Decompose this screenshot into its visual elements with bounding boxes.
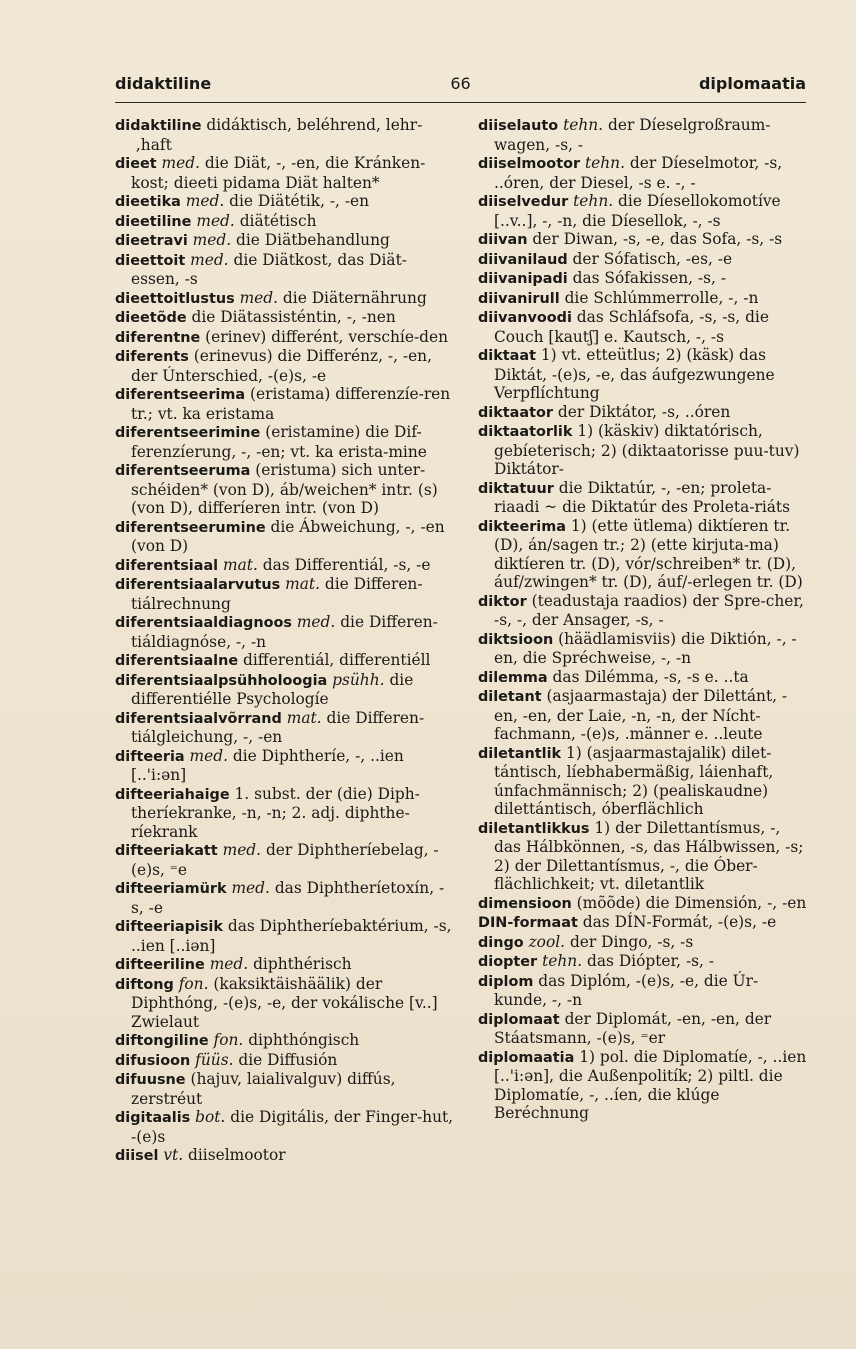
- headword: dieetika: [115, 194, 181, 210]
- dictionary-entry: [115, 651, 455, 671]
- headword: dilemma: [478, 669, 548, 686]
- dictionary-entry: [115, 116, 455, 154]
- definition-text: 1) pol. die Diplomatíe, -, ..ien [..'i:ən], die Außenpolitík; 2) piltl. die Diplomatíe, -, ..íen, die klúge Beréchnung: [494, 1047, 807, 1122]
- headword: diktaatorlik: [478, 424, 573, 440]
- usage-label: med.: [185, 192, 225, 210]
- definition-text: die Differen-tiáldiagnóse, -, -n: [131, 613, 438, 651]
- headword: diferentsiaalne: [115, 653, 239, 669]
- headword: diferentsiaalarvutus: [115, 577, 281, 593]
- headword: diferentseerima: [115, 387, 246, 403]
- definition-text: 1) der Dilettantísmus, -, das Hálbkönnen, -s, das Hálbwissen, -s; 2) der Dilettantísmus, -, die Óber-flächlichkeit; vt. diletantlik: [494, 818, 804, 893]
- headword: difteeriline: [115, 957, 205, 973]
- definition-text: 1) (ette ütlema) diktíeren tr. (D), án/sagen tr.; 2) (ette kirjuta-ma) diktíeren tr. (D), vór/schreiben* tr. (D), áuf/zwingen* tr. (D), áuf/-erlegen tr. (D): [494, 516, 803, 591]
- dictionary-entry: [115, 231, 455, 251]
- usage-label: fon.: [213, 1031, 244, 1049]
- definition-text: das Sófakissen, -s, -: [572, 269, 727, 287]
- definition-text: die Diätbehandlung: [236, 231, 390, 249]
- dictionary-entry: [115, 671, 455, 709]
- headword: diferentseerimine: [115, 425, 261, 441]
- page-number: 66: [450, 74, 471, 93]
- definition-text: der Díeselgroßraum-wagen, -s, -: [494, 116, 771, 154]
- definition-text: das Differentiál, -s, -e: [262, 555, 431, 574]
- headword: diktsioon: [478, 631, 554, 648]
- dictionary-entry: [115, 308, 455, 328]
- definition-text: (eristuma) sich unter-schéiden* (von D), áb/weichen* intr. (s) (von D), differíeren intr. (von D): [131, 461, 438, 517]
- dictionary-entry: [115, 347, 455, 385]
- definition-text: das Diphtheríebaktérium, -s, ..ien [..iən]: [131, 917, 452, 955]
- dictionary-entry: [115, 385, 455, 423]
- paper-stain: [626, 1230, 786, 1260]
- definition-text: das Diópter, -s, -: [587, 952, 715, 970]
- headword: dieet: [115, 156, 157, 172]
- headword: dingo: [478, 934, 524, 951]
- definition-text: (mõõde) die Dimensión, -, -en: [576, 893, 807, 912]
- headword: diivanvoodi: [478, 310, 572, 326]
- usage-label: tehn.: [542, 952, 583, 970]
- headword: diftongiline: [115, 1033, 209, 1049]
- definition-text: (häädlamisviis) die Diktión, -, -en, die Spréchweise, -, -n: [494, 629, 797, 667]
- dictionary-entry: [478, 422, 808, 479]
- definition-text: das Dilémma, -s, -s e. ..ta: [552, 667, 749, 686]
- headword: dieettoitlustus: [115, 290, 235, 307]
- definition-text: die Diätkost, das Diät-essen, -s: [131, 250, 407, 288]
- header-first-word: didaktiline: [115, 74, 212, 93]
- definition-text: (asjaarmastaja) der Dilettánt, -en, -en, der Laie, -n, -n, der Nícht-fachmann, -(e)s, .männer e. ..leute: [494, 687, 788, 743]
- definition-text: (kaksiktäishäälik) der Diphthóng, -(e)s, -e, der vokálische [v..] Zwielaut: [131, 974, 438, 1031]
- dictionary-entry: [478, 192, 808, 230]
- dictionary-entry: [115, 785, 455, 842]
- dictionary-entry: [478, 668, 808, 688]
- dictionary-entry: [478, 1048, 808, 1123]
- dictionary-entry: [478, 972, 808, 1010]
- usage-label: med.: [296, 613, 336, 631]
- usage-label: füüs.: [195, 1050, 234, 1069]
- headword: diiselauto: [478, 118, 559, 134]
- headword: diletantlikkus: [478, 820, 590, 837]
- usage-label: vt.: [163, 1146, 184, 1164]
- usage-label: med.: [192, 231, 232, 249]
- definition-text: diiselmootor: [188, 1146, 286, 1164]
- definition-text: die Ábweichung, -, -en (von D): [131, 517, 445, 555]
- usage-label: fon.: [178, 974, 209, 993]
- usage-label: tehn.: [563, 116, 604, 134]
- headword: diiselmootor: [478, 156, 581, 172]
- definition-text: der Sófatisch, -es, -e: [572, 249, 733, 268]
- dictionary-entry: [478, 346, 808, 403]
- definition-text: die Diätétik, -, -en: [229, 192, 370, 210]
- headword: diferentsiaalvõrrand: [115, 710, 282, 727]
- definition-text: das Diplóm, -(e)s, -e, die Úr-kunde, -, -n: [494, 971, 759, 1009]
- headword: dieettoit: [115, 252, 186, 269]
- definition-text: (eristama) differenzíe-ren tr.; vt. ka eristama: [131, 385, 451, 423]
- dictionary-entry: [115, 289, 455, 309]
- dictionary-entry: [478, 592, 808, 630]
- headword: dieetiline: [115, 213, 192, 230]
- dictionary-entry: [115, 975, 455, 1032]
- definition-text: die Schlúmmerrolle, -, -n: [564, 288, 759, 307]
- definition-text: der Diplomát, -en, -en, der Stáatsmann, -(e)s, ⁼er: [494, 1009, 772, 1047]
- headword: difteeria: [115, 748, 185, 765]
- definition-text: differentiál, differentiéll: [243, 651, 431, 669]
- dictionary-entry: [115, 879, 455, 917]
- usage-label: tehn.: [573, 192, 614, 210]
- definition-text: die differentiélle Psychologíe: [131, 670, 414, 708]
- dictionary-entry: [478, 517, 808, 592]
- dictionary-entry: [115, 518, 455, 556]
- headword: dieetravi: [115, 233, 188, 249]
- definition-text: didáktisch, beléhrend, lehr- ,haft: [131, 116, 423, 154]
- usage-label: med.: [190, 250, 229, 269]
- dictionary-entry: [115, 251, 455, 289]
- definition-text: die Diät, -, -en, die Kránken-kost; dieeti pidama Diät halten*: [131, 154, 426, 192]
- definition-text: (teadustaja raadios) der Spre-cher, -s, -, der Ansager, -s, -: [494, 591, 804, 629]
- headword: diivanirull: [478, 290, 560, 307]
- headword: difteeriakatt: [115, 843, 218, 859]
- dictionary-entry: [115, 747, 455, 785]
- dictionary-entry: [115, 1051, 455, 1071]
- headword: diferentsiaalpsühholoogia: [115, 672, 328, 689]
- headword: diktatuur: [478, 480, 554, 497]
- usage-label: med.: [239, 288, 279, 307]
- headword: difuusne: [115, 1072, 186, 1088]
- definition-text: (erinevus) die Differénz, -, -en, der Únterschied, -(e)s, -e: [131, 347, 432, 385]
- usage-label: med.: [189, 746, 228, 765]
- headword: difteeriahaige: [115, 786, 230, 803]
- usage-label: bot.: [195, 1108, 226, 1126]
- headword: diisel: [115, 1148, 159, 1164]
- headword: diktaator: [478, 404, 553, 421]
- headword: difusioon: [115, 1052, 191, 1069]
- definition-text: der Diktátor, -s, ..óren: [557, 402, 731, 421]
- dictionary-entry: [115, 423, 455, 461]
- usage-label: med.: [209, 955, 249, 973]
- dictionary-entry: [478, 687, 808, 744]
- headword: diferentne: [115, 329, 201, 346]
- definition-text: diphthóngisch: [248, 1031, 360, 1049]
- dictionary-entry: [478, 913, 808, 933]
- usage-label: mat.: [223, 555, 258, 574]
- definition-text: die Diäternährung: [282, 288, 427, 307]
- dictionary-entry: [115, 1146, 455, 1166]
- headword: diferentseerumine: [115, 519, 266, 536]
- dictionary-entry: [115, 192, 455, 212]
- headword: diferentsiaal: [115, 557, 219, 574]
- definition-text: die Differen-tiálrechnung: [131, 575, 423, 613]
- definition-text: die Differen-tiálgleichung, -, -en: [131, 708, 425, 746]
- definition-text: die Diphtheríe, -, ..ien [..'i:ən]: [131, 746, 404, 784]
- definition-text: das DÍN-Formát, -(e)s, -e: [582, 913, 777, 931]
- headword: diletant: [478, 689, 542, 705]
- usage-label: psühh.: [332, 670, 385, 689]
- headword: didaktiline: [115, 118, 202, 134]
- dictionary-entry: [115, 575, 455, 613]
- headword: dieetõde: [115, 310, 187, 326]
- dictionary-entry: [478, 269, 808, 289]
- headword: diferentsiaaldiagnoos: [115, 615, 292, 631]
- dictionary-entry: [478, 230, 808, 250]
- dictionary-entry: [478, 479, 808, 517]
- headword: diktor: [478, 593, 527, 610]
- usage-label: med.: [196, 211, 235, 230]
- dictionary-entry: [478, 250, 808, 270]
- usage-label: mat.: [285, 575, 320, 593]
- definition-text: 1) vt. etteütlus; 2) (käsk) das Diktát, -(e)s, -e, das áufgezwungene Verpflíchtung: [494, 346, 775, 402]
- headword: diopter: [478, 954, 538, 970]
- headword: diletantlik: [478, 745, 562, 762]
- definition-text: das Diphtheríetoxín, -s, -e: [131, 879, 445, 917]
- dictionary-entry: [115, 461, 455, 518]
- usage-label: med.: [231, 879, 270, 897]
- left-column: [115, 116, 455, 1166]
- dictionary-entry: [115, 212, 455, 232]
- definition-text: der Dingo, -s, -s: [569, 932, 694, 951]
- definition-text: (hajuv, laialivalguv) diffús, zerstréut: [131, 1070, 396, 1108]
- headword: dikteerima: [478, 518, 566, 535]
- definition-text: das Schláfsofa, -s, -s, die Couch [kautʃ] e. Kautsch, -, -s: [494, 308, 769, 346]
- definition-text: diätétisch: [239, 211, 317, 230]
- right-column: [478, 116, 808, 1123]
- headword: diferentseeruma: [115, 463, 251, 479]
- usage-label: med.: [222, 841, 262, 859]
- dictionary-entry: [115, 955, 455, 975]
- dictionary-entry: [115, 709, 455, 747]
- usage-label: mat.: [286, 708, 322, 727]
- header-last-word: diplomaatia: [698, 74, 806, 93]
- headword: dimensioon: [478, 895, 572, 912]
- dictionary-entry: [478, 308, 808, 346]
- dictionary-entry: [115, 1070, 455, 1108]
- dictionary-entry: [115, 1031, 455, 1051]
- definition-text: diphthérisch: [253, 955, 352, 973]
- dictionary-entry: [115, 556, 455, 576]
- headword: diferents: [115, 349, 189, 365]
- dictionary-entry: [115, 917, 455, 955]
- definition-text: 1) (asjaarmastajalik) dilet-tántisch, líebhabermäßig, láienhaft, únfachmännisch; 2) (pealiskaudne) dilettántisch, óberflächlich: [494, 743, 774, 818]
- dictionary-entry: [478, 894, 808, 914]
- headword: diivan: [478, 232, 528, 248]
- definition-text: (eristamine) die Dif-ferenzíerung, -, -en; vt. ka erista-mine: [131, 423, 427, 461]
- headword: diivanipadi: [478, 271, 568, 287]
- definition-text: 1. subst. der (die) Diph-theríekranke, -n, -n; 2. adj. diphthe-ríekrank: [131, 784, 420, 841]
- dictionary-entry: [115, 1108, 455, 1146]
- definition-text: die Digitális, der Finger-hut, -(e)s: [131, 1108, 454, 1146]
- headword: diivanilaud: [478, 251, 568, 268]
- definition-text: der Diwan, -s, -e, das Sofa, -s, -s: [532, 230, 783, 248]
- headword: diktaat: [478, 348, 536, 364]
- dictionary-entry: [478, 744, 808, 819]
- dictionary-entry: [115, 613, 455, 651]
- definition-text: (erinev) differént, verschíe-den: [205, 327, 449, 346]
- headword: diplomaat: [478, 1011, 560, 1028]
- headword: DIN-formaat: [478, 915, 578, 931]
- dictionary-entry: [115, 328, 455, 348]
- definition-text: die Diffusión: [238, 1050, 338, 1069]
- dictionary-entry: [478, 933, 808, 953]
- headword: diplom: [478, 973, 534, 990]
- definition-text: die Díesellokomotíve [..v..], -, -n, die Díesellok, -, -s: [494, 192, 781, 230]
- headword: diplomaatia: [478, 1049, 575, 1066]
- definition-text: die Diktatúr, -, -en; proleta-riaadi ~ die Diktatúr des Proleta-riáts: [494, 478, 791, 516]
- page-header: [115, 74, 806, 103]
- usage-label: tehn.: [584, 154, 625, 172]
- definition-text: die Diätassisténtin, -, -nen: [191, 308, 396, 326]
- dictionary-entry: [478, 1010, 808, 1048]
- definition-text: der Diphtheríebelag, -(e)s, ⁼e: [131, 841, 439, 879]
- headword: difteeriamürk: [115, 881, 227, 897]
- dictionary-entry: [478, 403, 808, 423]
- dictionary-entry: [115, 841, 455, 879]
- dictionary-entry: [478, 116, 808, 154]
- dictionary-entry: [478, 630, 808, 668]
- definition-text: 1) (käskiv) diktatórisch, gebíeterisch; 2) (diktaatorisse puu-tuv) Diktátor-: [494, 422, 800, 478]
- dictionary-entry: [478, 952, 808, 972]
- definition-text: der Díeselmotor, -s, ..óren, der Diesel, -s e. -, -: [494, 154, 783, 192]
- dictionary-entry: [478, 819, 808, 894]
- usage-label: med.: [161, 154, 200, 172]
- usage-label: zool.: [528, 932, 566, 951]
- headword: diftong: [115, 976, 174, 993]
- dictionary-entry: [115, 154, 455, 192]
- headword: difteeriapisik: [115, 919, 223, 935]
- dictionary-entry: [478, 289, 808, 309]
- headword: digitaalis: [115, 1110, 191, 1126]
- dictionary-entry: [478, 154, 808, 192]
- headword: diiselvedur: [478, 194, 569, 210]
